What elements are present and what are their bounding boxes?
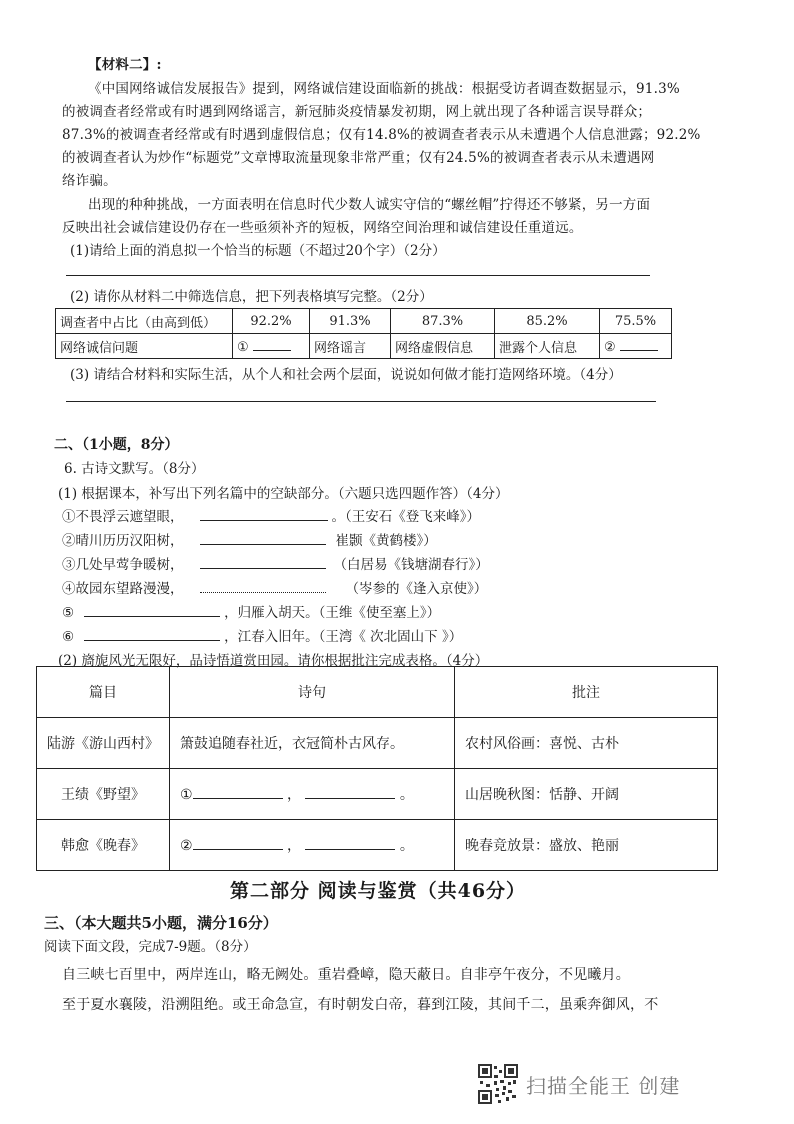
sub-question-1: (1) 根据课本，补写出下列名篇中的空缺部分。（六题只选四题作答）（4分） xyxy=(58,486,509,502)
classical-text-line: 自三峡七百里中，两岸连山，略无阙处。重岩叠嶂，隐天蔽日。自非亭午夜分，不见曦月。 xyxy=(62,967,630,983)
recite-item: ③几处早莺争暖树， （白居易《钱塘湖春行》） xyxy=(62,557,489,573)
table-cell: 87.3% xyxy=(391,309,495,334)
material-text-line: 《中国网络诚信发展报告》提到，网络诚信建设面临新的挑战：根据受访者调查数据显示，91.3% xyxy=(88,81,680,97)
fill-blank[interactable] xyxy=(200,580,326,593)
table-cell: 王绩《野望》 xyxy=(37,769,170,820)
poem-table xyxy=(36,666,718,871)
part-title: 第二部分 阅读与鉴赏（共46分） xyxy=(230,880,527,902)
blank-cell-1[interactable] xyxy=(233,334,310,359)
qr-code-icon xyxy=(478,1064,518,1104)
table-cell: 陆游《游山西村》 xyxy=(37,718,170,769)
info-table xyxy=(55,308,672,359)
material-text-line: 络诈骗。 xyxy=(62,173,117,189)
classical-text-line: 至于夏水襄陵，沿溯阻绝。或王命急宣，有时朝发白帝，暮到江陵，其间千二，虽乘奔御风，不 xyxy=(62,997,659,1013)
section-heading: 二、（1小题，8分） xyxy=(54,437,179,453)
column-header: 批注 xyxy=(455,667,718,718)
table-cell: 山居晚秋图：恬静、开阔 xyxy=(455,769,718,820)
material-text-line: 的被调查者经常或有时遇到网络谣言，新冠肺炎疫情暴发初期，网上就出现了各种谣言误导群众； xyxy=(62,104,652,120)
material-text-line: 反映出社会诚信建设仍存在一些亟须补齐的短板，网络空间治理和诚信建设任重道远。 xyxy=(62,220,583,236)
fill-blank[interactable] xyxy=(200,508,328,521)
column-header: 诗句 xyxy=(170,667,455,718)
recite-item: ⑤ ，归雁入胡天。（王维《使至塞上》） xyxy=(62,605,441,621)
section-heading: 三、（本大题共5小题，满分16分） xyxy=(44,914,278,932)
table-row xyxy=(37,820,718,871)
blank-cell-2[interactable] xyxy=(600,334,672,359)
fill-blank[interactable] xyxy=(200,556,326,569)
table-cell: 网络谣言 xyxy=(310,334,391,359)
table-row xyxy=(37,718,718,769)
table-cell: 晚春竞放景：盛放、艳丽 xyxy=(455,820,718,871)
verse-blank-cell[interactable]: ② ， 。 xyxy=(170,820,455,871)
table-cell: 75.5% xyxy=(600,309,672,334)
fill-blank[interactable] xyxy=(193,786,283,799)
recite-item: ②晴川历历汉阳树， 崔颢《黄鹤楼》） xyxy=(62,533,437,549)
table-row xyxy=(56,334,672,359)
table-row xyxy=(56,309,672,334)
fill-blank[interactable] xyxy=(193,837,283,850)
question-2: (2) 请你从材料二中筛选信息，把下列表格填写完整。（2分） xyxy=(70,289,433,305)
fill-blank[interactable] xyxy=(200,532,326,545)
fill-blank[interactable] xyxy=(84,628,220,641)
table-cell: 泄露个人信息 xyxy=(495,334,600,359)
table-cell: 调查者中占比（由高到低） xyxy=(56,309,233,334)
question-1: (1)请给上面的消息拟一个恰当的标题（不超过20个字）（2分） xyxy=(70,243,446,259)
table-cell: 网络虚假信息 xyxy=(391,334,495,359)
table-cell: 网络诚信问题 xyxy=(56,334,233,359)
fill-blank[interactable] xyxy=(84,604,220,617)
answer-line-1[interactable] xyxy=(66,275,650,276)
recite-item: ①不畏浮云遮望眼， 。（王安石《登飞来峰》） xyxy=(62,509,480,525)
verse-blank-cell[interactable]: ① ， 。 xyxy=(170,769,455,820)
fill-blank[interactable] xyxy=(253,338,291,351)
sub-question-2: (2) 旖旎风光无限好，品诗悟道赏田园。请你根据批注完成表格。（4分） xyxy=(58,653,489,669)
circle-2-label: ② xyxy=(604,339,616,355)
recite-item: ④故园东望路漫漫， （岑参的《逢入京使》） xyxy=(62,581,488,597)
question-3: (3) 请结合材料和实际生活，从个人和社会两个层面，说说如何做才能打造网络环境。（4分） xyxy=(70,367,622,383)
recite-item: ⑥ ，江春入旧年。（王湾《 次北固山下 》） xyxy=(62,629,463,645)
table-header-row xyxy=(37,667,718,718)
table-cell: 85.2% xyxy=(495,309,600,334)
table-cell: 91.3% xyxy=(310,309,391,334)
fill-blank[interactable] xyxy=(305,786,395,799)
table-cell: 农村风俗画：喜悦、古朴 xyxy=(455,718,718,769)
watermark-text: 扫描全能王 创建 xyxy=(526,1074,681,1098)
fill-blank[interactable] xyxy=(305,837,395,850)
material-text-line: 出现的种种挑战，一方面表明在信息时代少数人诚实守信的“螺丝帽”拧得还不够紧，另一方面 xyxy=(88,197,651,213)
material-text-line: 的被调查者认为炒作“标题党”文章博取流量现象非常严重；仅有24.5%的被调查者表示从未遭遇网 xyxy=(62,150,655,166)
fill-blank[interactable] xyxy=(620,338,658,351)
circle-1-label: ① xyxy=(237,339,249,355)
material-text-line: 87.3%的被调查者经常或有时遇到虚假信息；仅有14.8%的被调查者表示从未遭遇个人信息泄露；92.2% xyxy=(62,127,701,143)
table-cell: 箫鼓追随春社近，衣冠简朴古风存。 xyxy=(170,718,455,769)
table-row xyxy=(37,769,718,820)
table-cell: 92.2% xyxy=(233,309,310,334)
question-6: 6. 古诗文默写。（8分） xyxy=(64,461,205,477)
material-heading: 【材料二】: xyxy=(88,57,162,73)
answer-line-3[interactable] xyxy=(66,401,656,402)
column-header: 篇目 xyxy=(37,667,170,718)
table-cell: 韩愈《晚春》 xyxy=(37,820,170,871)
reading-instruction: 阅读下面文段，完成7-9题。（8分） xyxy=(44,939,257,955)
